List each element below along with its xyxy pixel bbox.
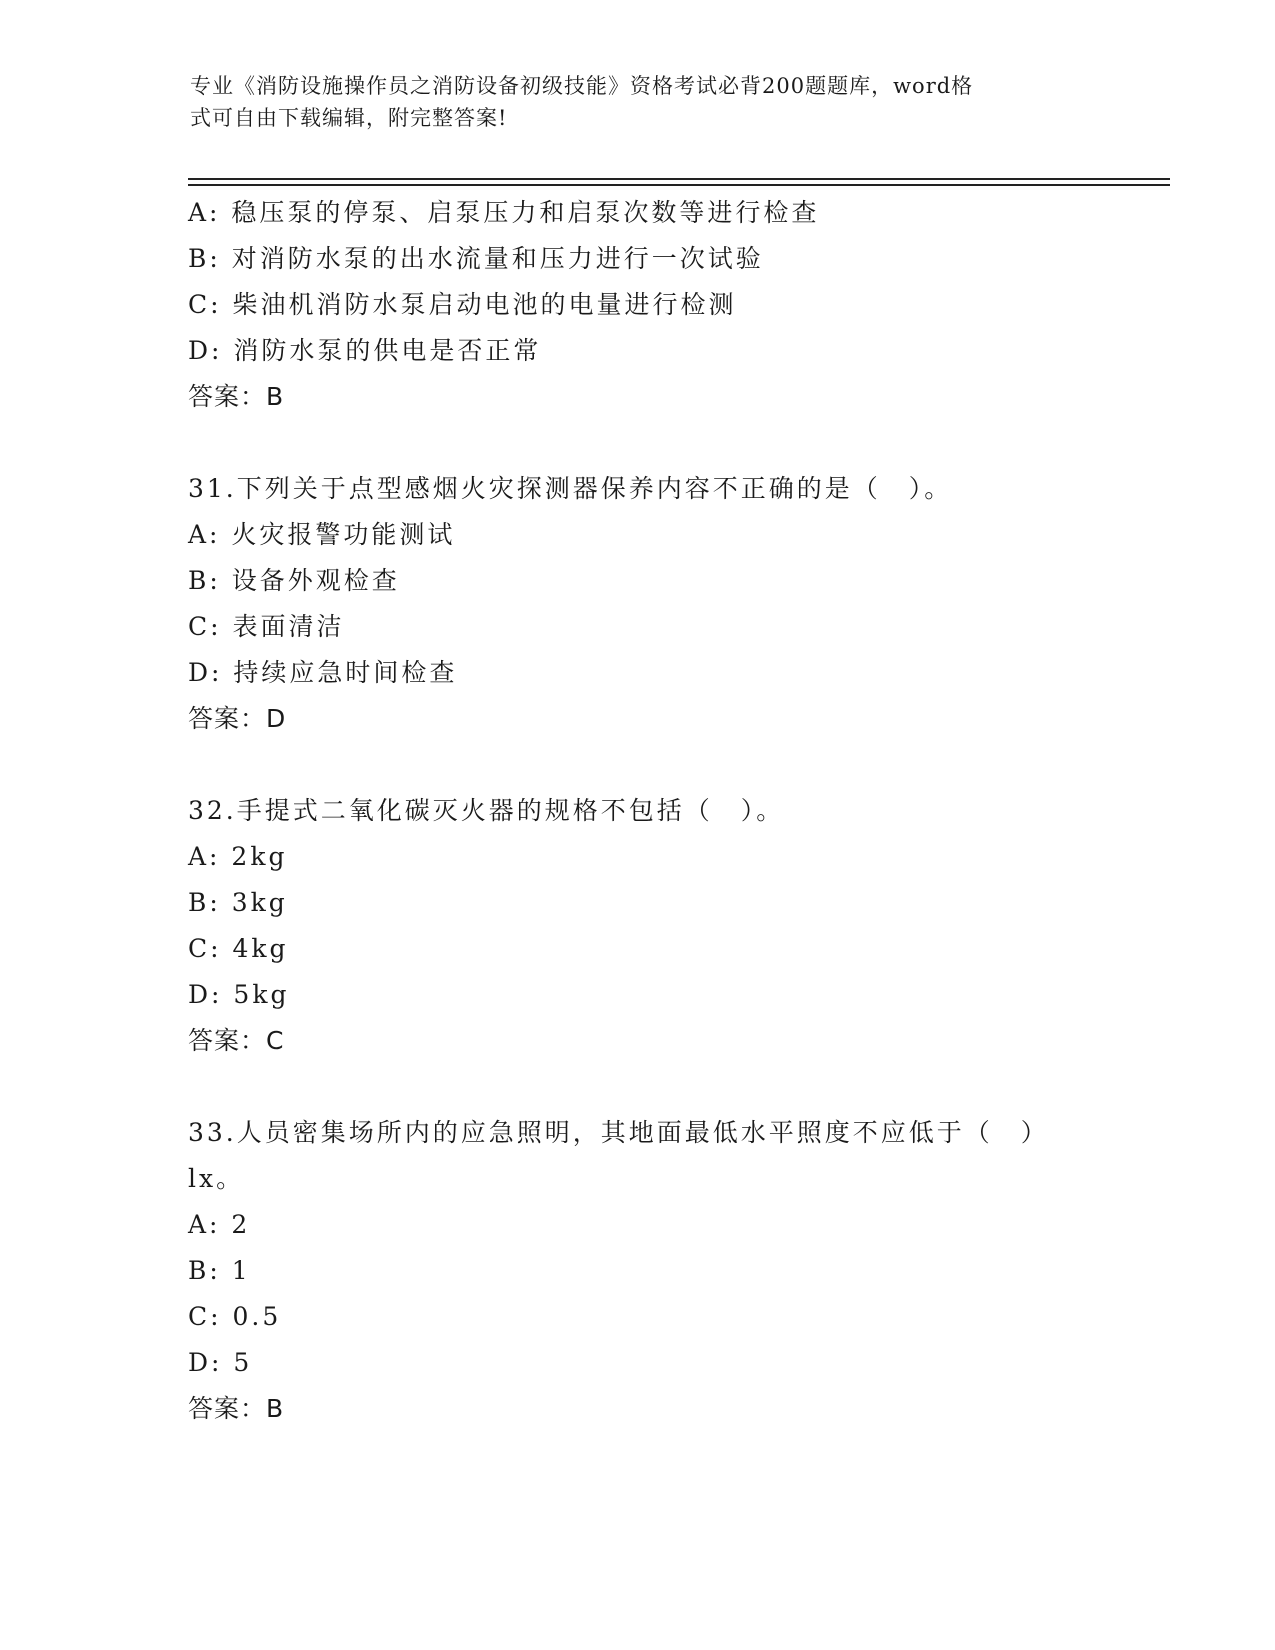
question-block-31	[188, 466, 1088, 742]
option-b: B: 对消防水泵的出水流量和压力进行一次试验	[188, 244, 764, 273]
option-d: D: 持续应急时间检查	[188, 658, 458, 687]
spacer	[188, 742, 1088, 788]
question-stem: 32.手提式二氧化碳灭火器的规格不包括（ ）。	[188, 796, 785, 825]
option-b: B: 1	[188, 1256, 251, 1285]
option-a: A: 2	[188, 1210, 251, 1239]
question-block-30	[188, 190, 1088, 420]
answer-line: 答案：C	[188, 1026, 285, 1055]
option-d: D: 消防水泵的供电是否正常	[188, 336, 542, 365]
question-block-33	[188, 1110, 1088, 1432]
answer-line: 答案：D	[188, 704, 287, 733]
option-c: C: 表面清洁	[188, 612, 345, 641]
header-divider-top	[188, 178, 1170, 180]
option-d: D: 5kg	[188, 980, 290, 1009]
option-d: D: 5	[188, 1348, 253, 1377]
header-line-1: 专业《消防设施操作员之消防设备初级技能》资格考试必背200题题库，word格	[190, 74, 974, 98]
question-stem-line-1: 33.人员密集场所内的应急照明，其地面最低水平照度不应低于（ ）	[188, 1118, 1049, 1147]
header-divider-bottom	[188, 184, 1170, 186]
option-a: A: 稳压泵的停泵、启泵压力和启泵次数等进行检查	[188, 198, 820, 227]
header-line-2: 式可自由下载编辑，附完整答案!	[190, 106, 508, 130]
question-list	[188, 190, 1088, 1432]
question-stem-line-2: lx。	[188, 1164, 245, 1193]
document-header	[190, 70, 1070, 134]
question-block-32	[188, 788, 1088, 1064]
answer-line: 答案：B	[188, 382, 285, 411]
spacer	[188, 420, 1088, 466]
answer-line: 答案：B	[188, 1394, 285, 1423]
option-c: C: 0.5	[188, 1302, 282, 1331]
option-c: C: 4kg	[188, 934, 289, 963]
option-c: C: 柴油机消防水泵启动电池的电量进行检测	[188, 290, 737, 319]
option-b: B: 3kg	[188, 888, 288, 917]
option-a: A: 火灾报警功能测试	[188, 520, 456, 549]
option-a: A: 2kg	[188, 842, 288, 871]
option-b: B: 设备外观检查	[188, 566, 400, 595]
spacer	[188, 1064, 1088, 1110]
question-stem: 31.下列关于点型感烟火灾探测器保养内容不正确的是（ ）。	[188, 474, 953, 503]
